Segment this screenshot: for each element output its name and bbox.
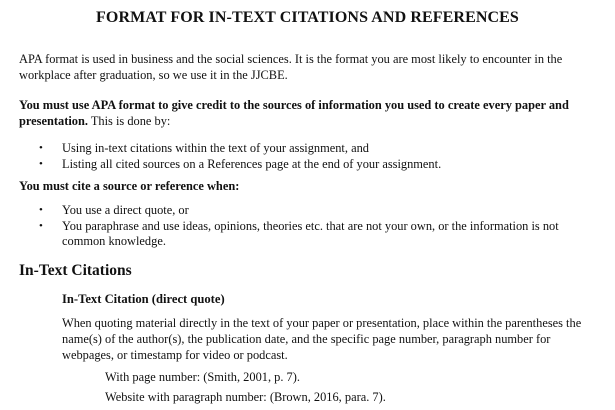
body-paragraph: When quoting material directly in the text of your paper or presentation, place within the parentheses the name(s) of the author(s), the publication date, and the specific page number, paragraph number for webpages, or timestamp for video or podcast. (62, 316, 582, 362)
section-heading: In-Text Citations (19, 262, 132, 279)
list-item (0, 203, 582, 219)
must-use-bold-text: You must use APA format to give credit to the sources of information you used to create every paper and presentation. (19, 98, 569, 128)
list-item-text: You use a direct quote, or (62, 203, 189, 217)
must-cite-paragraph (19, 179, 589, 195)
must-cite-bold-text: You must cite a source or reference when: (19, 179, 240, 193)
must-use-rest-text: This is done by: (87, 113, 171, 128)
done-by-list (0, 141, 582, 172)
bullet-icon: • (39, 142, 43, 154)
subsection-heading: In-Text Citation (direct quote) (62, 292, 225, 306)
bullet-icon: • (39, 204, 43, 216)
document-title: FORMAT FOR IN-TEXT CITATIONS AND REFERENCES (96, 9, 519, 26)
bullet-icon: • (39, 219, 43, 232)
cite-when-list (0, 203, 582, 250)
list-item-text: Using in-text citations within the text of your assignment, and (62, 141, 369, 155)
bullet-icon: • (39, 157, 43, 170)
list-item-text: Listing all cited sources on a References page at the end of your assignment. (62, 156, 442, 171)
list-item (0, 157, 582, 173)
must-use-paragraph (19, 98, 589, 129)
list-item (0, 141, 582, 157)
example-page-number: With page number: (Smith, 2001, p. 7). (105, 370, 300, 384)
intro-paragraph: APA format is used in business and the social sciences. It is the format you are most likely to encounter in the workplace after graduation, so we use it in the JJCBE. (19, 52, 563, 82)
example-website-paragraph: Website with paragraph number: (Brown, 2016, para. 7). (105, 390, 386, 404)
list-item-text: You paraphrase and use ideas, opinions, theories etc. that are not your own, or the information is not common knowledge. (62, 218, 559, 248)
list-item (0, 219, 582, 250)
